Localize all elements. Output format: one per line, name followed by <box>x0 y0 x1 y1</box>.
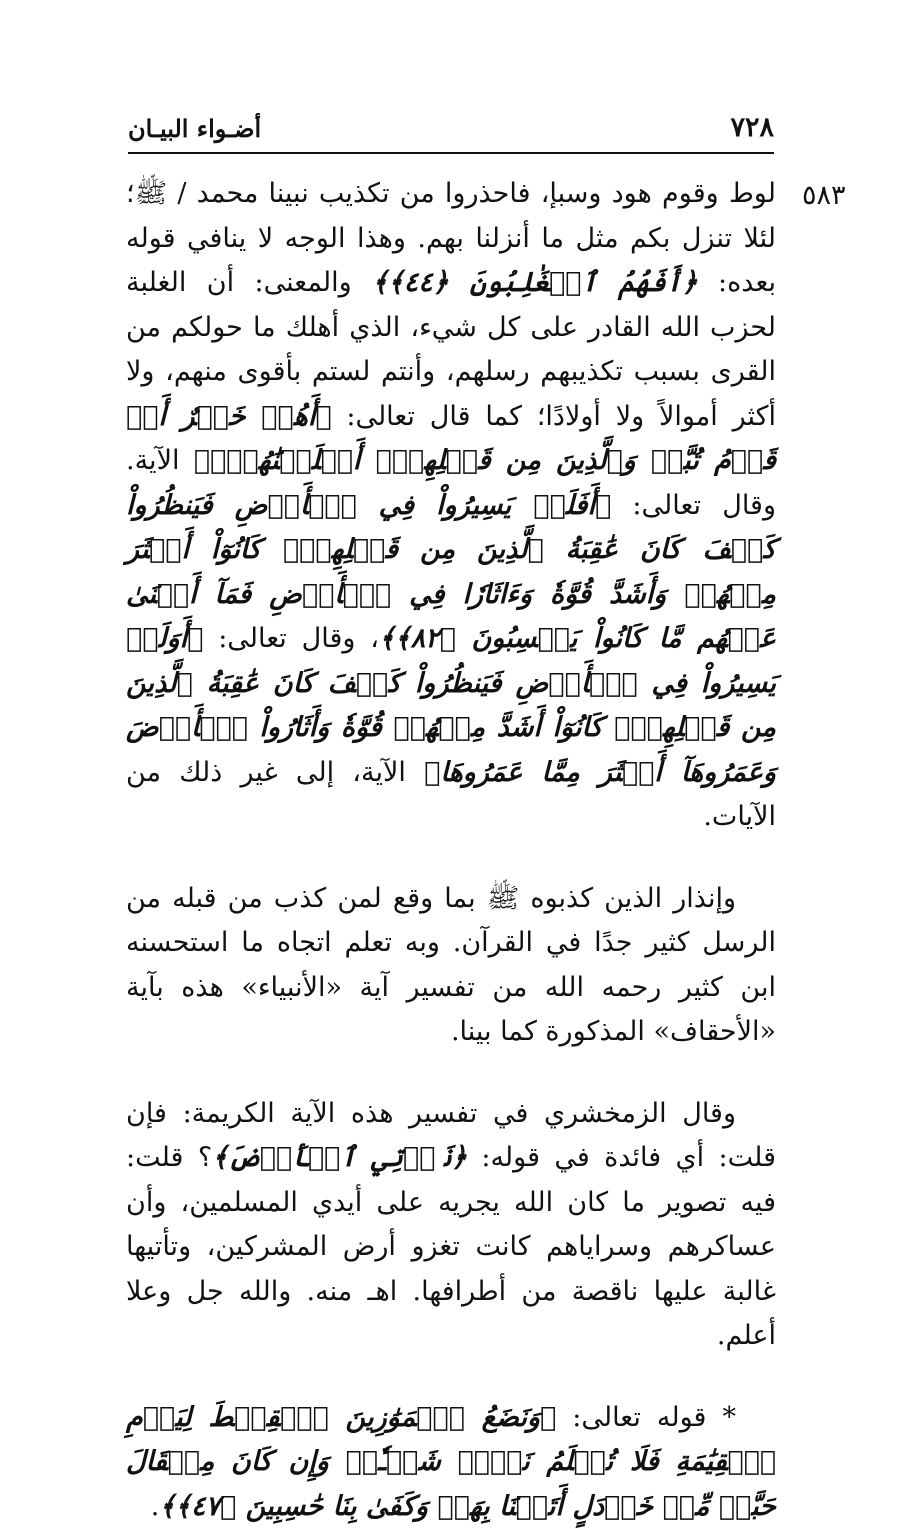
paragraph <box>126 1396 776 1529</box>
page-body <box>126 172 776 1529</box>
quran-verse: ﴿أَفَلَمۡ يَسِيرُواْ فِي ٱلۡأَرۡضِ فَيَنظُرُواْ كَيۡفَ كَانَ عَٰقِبَةُ ٱلَّذِينَ مِن قَبۡلِهِمۡۚ كَانُوٓاْ أَكۡثَرَ مِنۡهُمۡ وَأَشَدَّ قُوَّةٗ وَءَاثَارٗا فِي ٱلۡأَرۡضِ فَمَآ أَغۡنَىٰ عَنۡهُم مَّا كَانُواْ يَكۡسِبُونَ ﴿٨٢﴾﴾ <box>126 490 776 655</box>
margin-reference: ٥٨٣ <box>802 180 846 211</box>
paragraph <box>126 1092 776 1359</box>
body-text: الآية، إلى غير ذلك من الآيات. <box>126 757 776 833</box>
body-text: وإنذار الذين كذبوه ﷺ بما وقع لمن كذب من قبله من الرسل كثير جدًا في القرآن. وبه تعلم اتجاه ما استحسنه ابن كثير رحمه الله من تفسير آية «الأنبياء» هذه بآية «الأحقاف» المذكورة كما بينا. <box>126 883 776 1048</box>
paragraph <box>126 172 776 840</box>
body-text: ، وقال تعالى: <box>203 623 379 654</box>
book-title: أضـواء البيـان <box>128 114 261 143</box>
header-rule <box>128 152 774 154</box>
quran-verse: ﴿أَهُمۡ خَيۡرٌ أَمۡ قَوۡمُ تُبَّعٖ وَٱلَّذِينَ مِن قَبۡلِهِمۡۚ أَهۡلَكۡنَٰهُمۡۖ﴾ <box>126 401 776 477</box>
body-text: وقال الزمخشري في تفسير هذه الآية الكريمة: فإن قلت: أي فائدة في قوله: <box>126 1098 776 1174</box>
quran-verse: ﴿وَنَضَعُ ٱلۡمَوَٰزِينَ ٱلۡقِسۡطَ لِيَوۡمِ ٱلۡقِيَٰمَةِ فَلَا تُظۡلَمُ نَفۡسٞ شَيۡـٔٗاۖ وَإِن كَانَ مِثۡقَالَ حَبَّةٖ مِّنۡ خَرۡدَلٍ أَتَيۡنَا بِهَاۗ وَكَفَىٰ بِنَا حَٰسِبِينَ ﴿٤٧﴾﴾ <box>126 1402 776 1522</box>
body-text: * قوله تعالى: <box>556 1402 736 1433</box>
paragraph <box>126 877 776 1055</box>
body-text: لوط وقوم هود وسبإ، فاحذروا من تكذيب نبينا محمد / ﷺ؛ لئلا تنزل بكم مثل ما أنزلنا بهم. وهذا الوجه لا ينافي قوله بعده: <box>126 178 776 298</box>
body-text: والمعنى: أن الغلبة لحزب الله القادر على كل شيء، الذي أهلك ما حولكم من القرى بسبب تكذيبهم رسلهم، وأنتم لستم بأقوى منهم، ولا أكثر أموالاً ولا أولادًا؛ كما قال تعالى: <box>126 267 776 432</box>
body-text: . <box>151 1491 160 1522</box>
quran-verse: ﴿أَفَهُمُ ٱلۡغَٰلِبُونَ ﴿٤٤﴾﴾ <box>372 267 697 298</box>
page-number: ٧٢٨ <box>730 112 774 143</box>
quran-verse: ﴿نَأۡتِي ٱلۡأَرۡضَ﴾ <box>212 1142 467 1173</box>
page-header <box>128 108 774 154</box>
body-text: الآية. وقال تعالى: <box>126 445 776 521</box>
quran-verse: ﴿أَوَلَمۡ يَسِيرُواْ فِي ٱلۡأَرۡضِ فَيَنظُرُواْ كَيۡفَ كَانَ عَٰقِبَةُ ٱلَّذِينَ مِن قَبۡلِهِمۡۚ كَانُوٓاْ أَشَدَّ مِنۡهُمۡ قُوَّةٗ وَأَثَارُواْ ٱلۡأَرۡضَ وَعَمَرُوهَآ أَكۡثَرَ مِمَّا عَمَرُوهَا﴾ <box>126 623 776 788</box>
body-text: ؟ قلت: فيه تصوير ما كان الله يجريه على أيدي المسلمين، وأن عساكرهم وسراياهم كانت تغزو أرض المشركين، وتأتيها غالبة عليها ناقصة من أطرافها. اهـ منه. والله جل وعلا أعلم. <box>126 1142 776 1351</box>
